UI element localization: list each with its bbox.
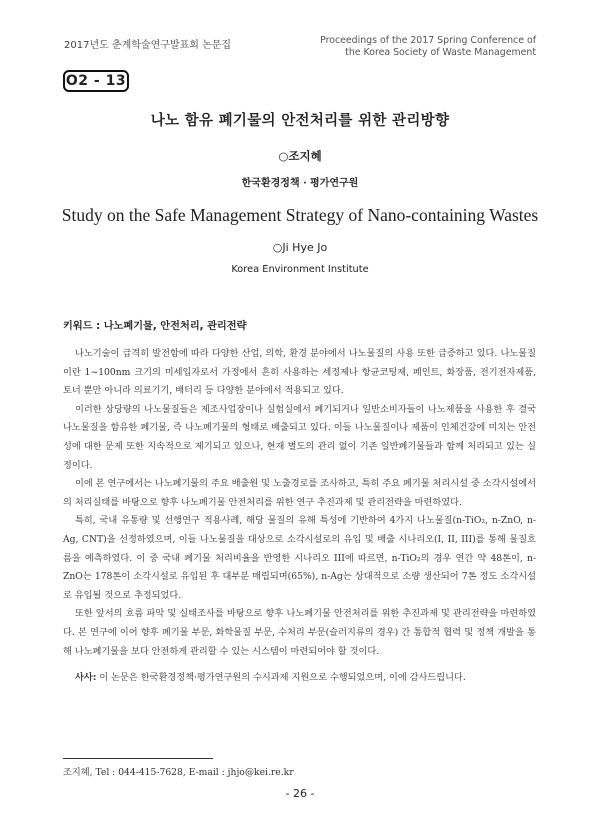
footnote-divider — [63, 758, 213, 759]
body-paragraph: 이에 본 연구에서는 나노폐기물의 주요 배출원 및 노출경로를 조사하고, 특히 주요 폐기물 처리시설 중 소각시설에서의 처리실태를 바탕으로 향후 나노폐기물 안전처리를 위한 연구 추진과제 및 관리전략을 마련하였다. — [63, 478, 536, 508]
affiliation-english: Korea Environment Institute — [231, 264, 369, 275]
author-contact-footnote: 조지혜, Tel : 044-415-7628, E-mail : jhjo@kei.re.kr — [63, 767, 294, 778]
header-right-line1: Proceedings of the 2017 Spring Conference of — [320, 35, 536, 46]
running-header-left: 2017년도 춘계학술연구발표회 논문집 — [64, 40, 232, 51]
paper-title-english: Study on the Safe Management Strategy of Nano-containing Wastes — [61, 205, 539, 225]
header-right-line2: the Korea Society of Waste Management — [345, 46, 536, 58]
page-number: - 26 - — [285, 787, 315, 800]
acknowledgement-text: 이 논문은 한국환경정책·평가연구원의 수시과제 지원으로 수행되었으며, 이에 감사드립니다. — [96, 672, 466, 684]
body-paragraph: 또한 앞서의 흐름 파악 및 실태조사를 바탕으로 향후 나노폐기물 안전처리를 위한 추진과제 및 관리전략을 마련하였다. 본 연구에 이어 향후 폐기물 부문, 화학물질 부문, 수처리 부문(슬러지류의 경우) 간 통합적 협력 및 정책 개발을 통해 나노폐기물을 보다 안전하게 관리할 수 있는 시스템이 마련되어야 할 것이다. — [63, 608, 536, 657]
acknowledgement — [63, 669, 536, 688]
paper-title-korean: 나노 함유 폐기물의 안전처리를 위한 관리방향 — [150, 113, 450, 129]
acknowledgement-label: 사사: — [75, 672, 97, 684]
affiliation-korean: 한국환경정책 · 평가연구원 — [241, 178, 359, 189]
body-paragraph: 특히, 국내 유통량 및 선행연구 적용사례, 해당 물질의 유해 특성에 기반하여 4가지 나노물질(n-TiO₂, n-ZnO, n-Ag, CNT)을 선정하였으며, 이들 나노물질을 대상으로 소각시설로의 유입 및 배출 시나리오(I, II, III)를 통해 물질흐름을 예측하였다. 이 중 국내 폐기물 처리비율을 반영한 시나리오 III에 따르면, n-TiO₂의 경우 연간 약 48톤이, n-ZnO는 178톤이 소각시설로 유입된 후 대부분 매립되며(65%), n-Ag는 상대적으로 소량 생산되어 7톤 정도 소각시설로 유입될 것으로 추정되었다. — [63, 515, 536, 601]
session-code-badge: O2 - 13 — [63, 70, 129, 92]
keywords: 키워드 : 나노폐기물, 안전처리, 관리전략 — [63, 321, 247, 332]
abstract-body — [63, 345, 536, 688]
running-header-right — [320, 35, 536, 59]
author-english: ○Ji Hye Jo — [272, 241, 328, 254]
body-paragraph: 나노기술이 급격히 발전함에 따라 다양한 산업, 의학, 환경 분야에서 나노물질의 사용 또한 급증하고 있다. 나노물질이란 1~100nm 크기의 미세입자로서 가정에서 흔히 사용하는 세정제나 항균코팅제, 페인트, 화장품, 전기전자제품, 토너 뿐만 아니라 의료기기, 배터리 등 다양한 분야에서 적용되고 있다. — [63, 348, 536, 397]
body-paragraph: 이러한 상당량의 나노물질들은 제조사업장이나 실험실에서 폐기되거나 일반소비자들이 나노제품을 사용한 후 결국 나노물질을 함유한 폐기물, 즉 나노폐기물의 형태로 배출되고 있다. 이들 나노물질이나 제품이 인체건강에 미치는 안전성에 대한 문제 또한 지속적으로 제기되고 있으나, 현재 별도의 관리 없이 기존 일반폐기물들과 함께 처리되고 있는 실정이다. — [63, 403, 536, 471]
author-korean: ○조지혜 — [278, 149, 322, 163]
